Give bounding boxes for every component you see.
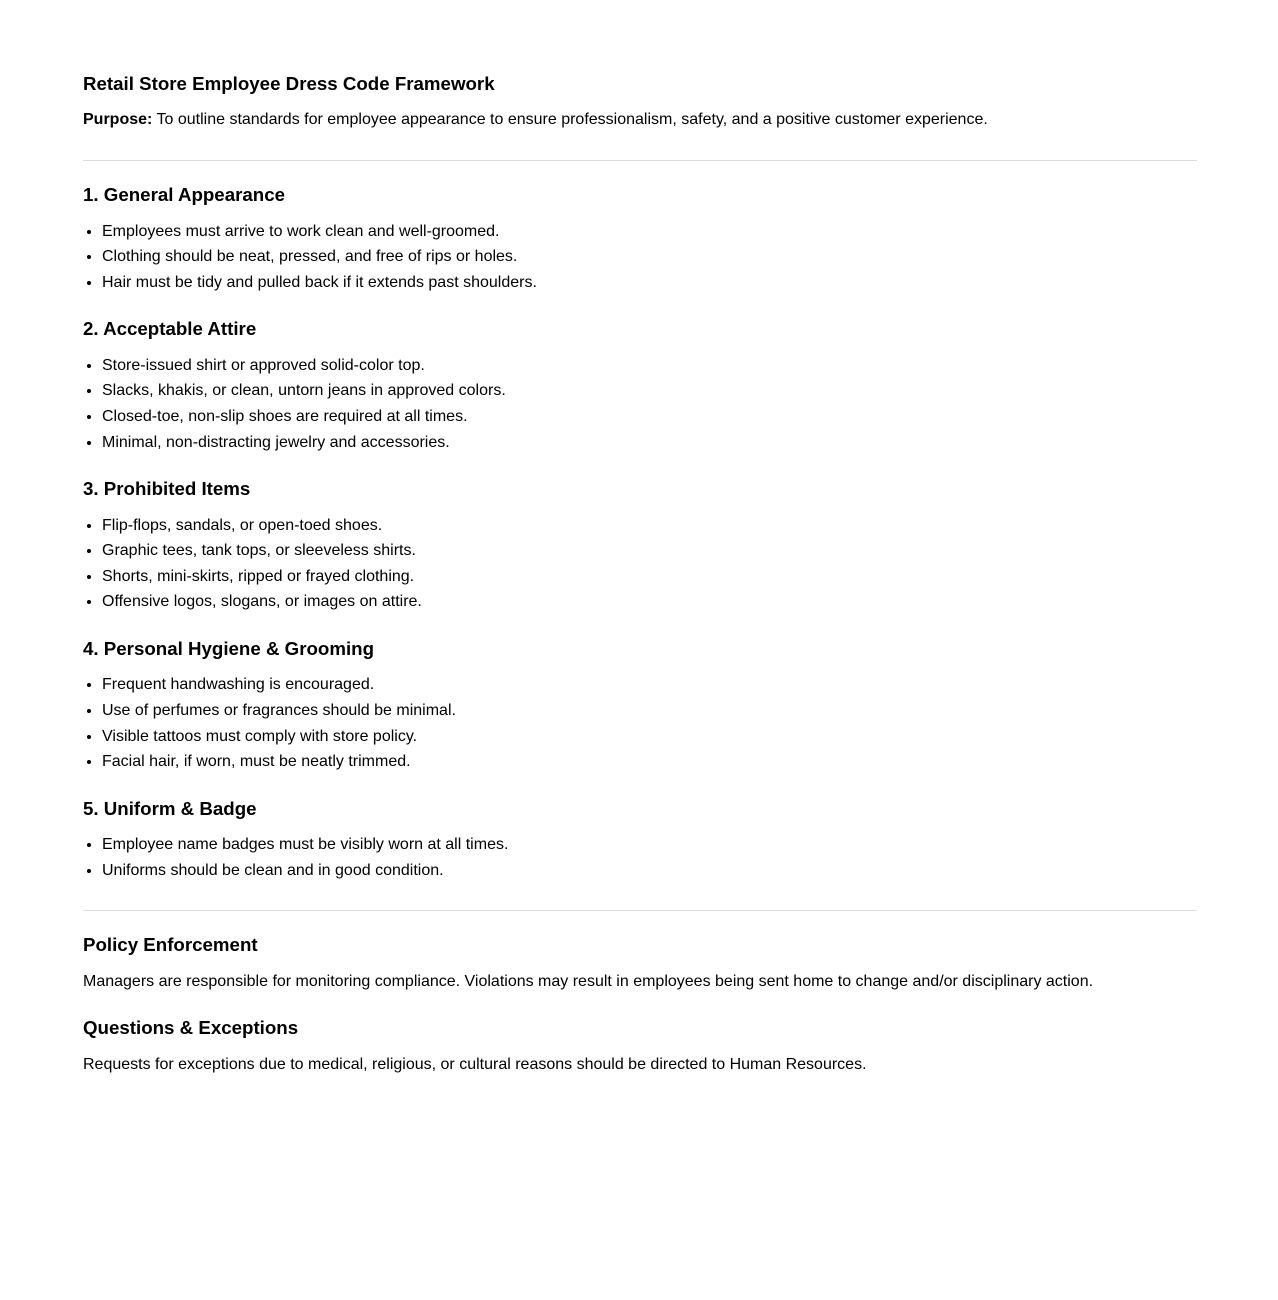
list-item: • Frequent handwashing is encouraged. (102, 672, 1197, 698)
section-acceptable-attire (83, 318, 1197, 455)
list-item: • Flip-flops, sandals, or open-toed shoes. (102, 513, 1197, 539)
list-item: • Hair must be tidy and pulled back if it extends past shoulders. (102, 270, 1197, 296)
list-item: • Use of perfumes or fragrances should be minimal. (102, 698, 1197, 724)
prohibited-items-list (83, 513, 1197, 615)
list-item: • Graphic tees, tank tops, or sleeveless shirts. (102, 538, 1197, 564)
section-policy-enforcement (83, 934, 1197, 994)
section-uniform-badge (83, 798, 1197, 884)
list-item: • Closed-toe, non-slip shoes are required at all times. (102, 404, 1197, 430)
policy-enforcement-text: Managers are responsible for monitoring compliance. Violations may result in employees being sent home to change and/or disciplinary action. (83, 972, 1094, 990)
purpose-paragraph (83, 107, 1197, 133)
list-item: • Slacks, khakis, or clean, untorn jeans in approved colors. (102, 378, 1197, 404)
list-item: • Shorts, mini-skirts, ripped or frayed clothing. (102, 564, 1197, 590)
section-heading-general-appearance: 1. General Appearance (83, 184, 286, 206)
list-item: • Employee name badges must be visibly worn at all times. (102, 832, 1197, 858)
page-title: Retail Store Employee Dress Code Framework (83, 73, 495, 94)
section-heading-personal-hygiene-grooming: 4. Personal Hygiene & Grooming (83, 637, 375, 659)
section-prohibited-items (83, 478, 1197, 615)
purpose-label: Purpose: (83, 111, 153, 129)
list-item: • Minimal, non-distracting jewelry and accessories. (102, 430, 1197, 456)
personal-hygiene-grooming-list (83, 672, 1197, 774)
questions-exceptions-text: Requests for exceptions due to medical, religious, or cultural reasons should be directed to Human Resources. (83, 1055, 867, 1073)
list-item: • Employees must arrive to work clean and well-groomed. (102, 219, 1197, 245)
list-item: • Uniforms should be clean and in good condition. (102, 858, 1197, 884)
section-heading-acceptable-attire: 2. Acceptable Attire (83, 318, 257, 340)
divider-bottom (83, 910, 1197, 911)
list-item: • Clothing should be neat, pressed, and free of rips or holes. (102, 244, 1197, 270)
general-appearance-list (83, 219, 1197, 296)
section-personal-hygiene-grooming (83, 638, 1197, 775)
section-questions-exceptions (83, 1017, 1197, 1077)
list-item: • Visible tattoos must comply with store policy. (102, 724, 1197, 750)
section-heading-questions-exceptions: Questions & Exceptions (83, 1017, 299, 1039)
list-item: • Facial hair, if worn, must be neatly trimmed. (102, 749, 1197, 775)
section-heading-prohibited-items: 3. Prohibited Items (83, 478, 251, 500)
section-general-appearance (83, 184, 1197, 295)
list-item: • Store-issued shirt or approved solid-color top. (102, 353, 1197, 379)
divider-top (83, 160, 1197, 161)
uniform-badge-list (83, 832, 1197, 883)
purpose-text: To outline standards for employee appearance to ensure professionalism, safety, and a positive customer experience. (156, 111, 988, 129)
section-heading-policy-enforcement: Policy Enforcement (83, 934, 258, 956)
list-item: • Offensive logos, slogans, or images on attire. (102, 589, 1197, 615)
acceptable-attire-list (83, 353, 1197, 455)
section-heading-uniform-badge: 5. Uniform & Badge (83, 797, 257, 819)
